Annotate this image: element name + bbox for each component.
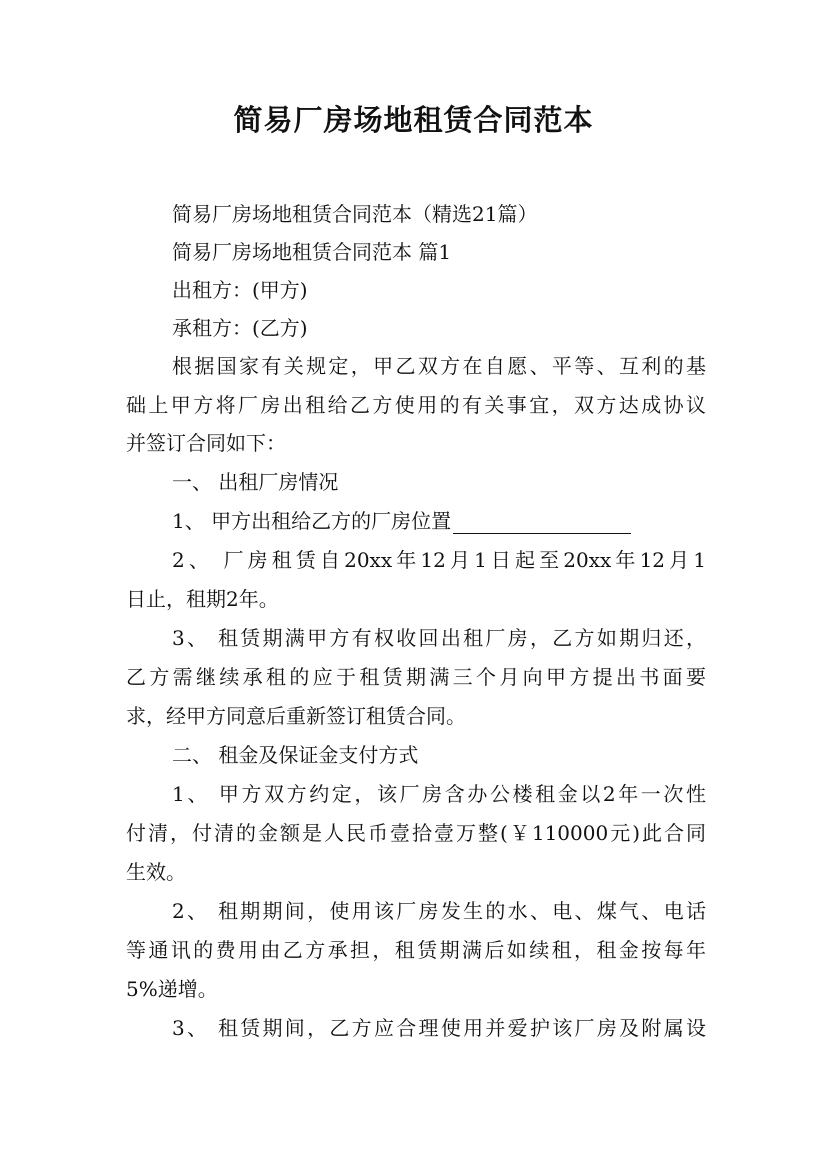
clause-text: 1、 甲方出租给乙方的厂房位置: [172, 509, 452, 533]
paragraph-line: 付清，付清的金额是人民币壹拾壹万整(￥110000元)此合同: [126, 821, 706, 845]
paragraph-line: 并签订合同如下：: [126, 431, 286, 455]
paragraph-line: 3、 租赁期间，乙方应合理使用并爱护该厂房及附属设: [172, 1016, 706, 1040]
paragraph-line: 1、 甲方双方约定，该厂房含办公楼租金以2年一次性: [172, 782, 706, 806]
paragraph-line: 础上甲方将厂房出租给乙方使用的有关事宜，双方达成协议: [126, 393, 706, 417]
document-title: 简易厂房场地租赁合同范本: [233, 103, 594, 137]
paragraph-line: 2、 厂房租赁自20xx年12月1日起至20xx年12月1: [172, 548, 706, 572]
paragraph-line: 求，经甲方同意后重新签订租赁合同。: [126, 704, 466, 728]
paragraph-line: 简易厂房场地租赁合同范本（精选21篇）: [172, 202, 538, 226]
blank-underline: [453, 513, 631, 534]
section-heading: 二、 租金及保证金支付方式: [172, 743, 419, 767]
paragraph-line: 等通讯的费用由乙方承担，租赁期满后如续租，租金按每年: [126, 938, 706, 962]
paragraph-line: 简易厂房场地租赁合同范本 篇1: [172, 240, 452, 264]
paragraph-line: [172, 508, 706, 534]
paragraph-line: 承租方：(乙方): [172, 316, 308, 340]
paragraph-line: 生效。: [126, 860, 186, 884]
paragraph-line: 乙方需继续承租的应于租赁期满三个月向甲方提出书面要: [126, 665, 706, 689]
section-heading: 一、 出租厂房情况: [172, 470, 339, 494]
paragraph-line: 日止，租期2年。: [126, 587, 279, 611]
paragraph-line: 5%递增。: [126, 977, 218, 1001]
paragraph-line: 2、 租期期间，使用该厂房发生的水、电、煤气、电话: [172, 899, 706, 923]
paragraph-line: 3、 租赁期满甲方有权收回出租厂房，乙方如期归还，: [172, 626, 706, 650]
paragraph-line: 根据国家有关规定，甲乙双方在自愿、平等、互利的基: [172, 354, 706, 378]
paragraph-line: 出租方：(甲方): [172, 278, 308, 302]
